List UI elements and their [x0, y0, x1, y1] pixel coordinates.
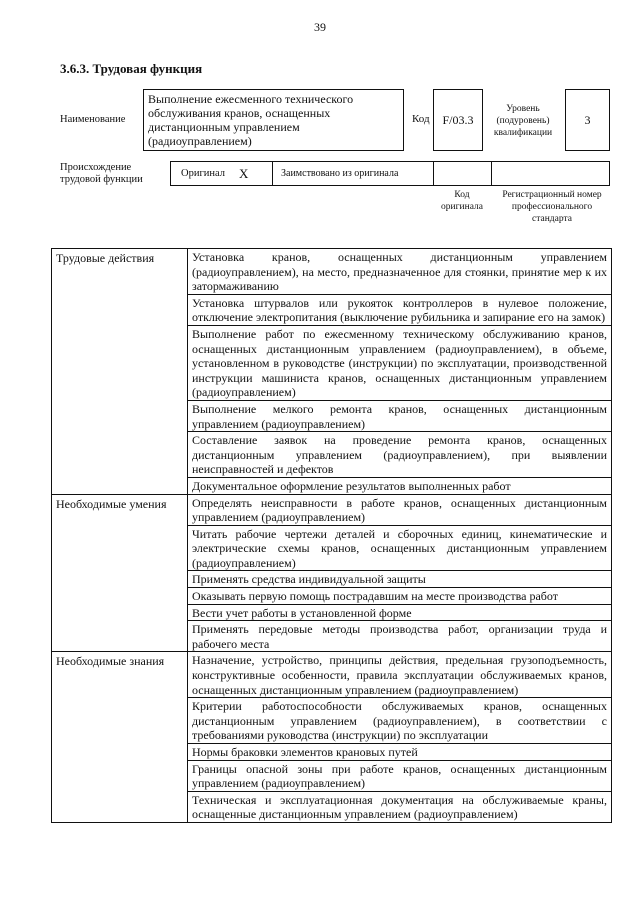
- item-cell: Критерии работоспособности обслуживаемых кранов, оснащенных дистанционным управлением (радиоуправлением), в соответствии с требованиями руководства (инструкции) по эксплуатации: [188, 698, 612, 744]
- item-cell: Вести учет работы в установленной форме: [188, 604, 612, 621]
- item-cell: Выполнение мелкого ремонта кранов, оснащенных дистанционным управлением (радиоуправлением): [188, 400, 612, 431]
- original-cell: [170, 161, 272, 186]
- item-cell: Оказывать первую помощь пострадавшим на месте производства работ: [188, 588, 612, 605]
- reg-number-cell: [491, 161, 610, 186]
- code-original-caption: Код оригинала: [441, 190, 483, 212]
- item-cell: Техническая и эксплуатационная документация на обслуживаемые краны, оснащенные дистанционным управлением (радиоуправлением): [188, 791, 612, 822]
- item-cell: Определять неисправности в работе кранов, оснащенных дистанционным управлением (радиоуправлением): [188, 494, 612, 525]
- page-number: 39: [314, 20, 326, 34]
- original-label: Оригинал: [181, 168, 225, 179]
- item-cell: Установка кранов, оснащенных дистанционным управлением (радиоуправлением), на место, предназначенное для стоянки, принятие мер к их затормаживанию: [188, 249, 612, 295]
- category-cell: Трудовые действия: [52, 249, 188, 495]
- item-cell: Составление заявок на проведение ремонта кранов, оснащенных дистанционным управлением (радиоуправлением), при выявлении неисправностей и дефектов: [188, 432, 612, 478]
- table-row: [52, 652, 612, 698]
- origin-label: Происхождение трудовой функции: [60, 162, 143, 185]
- item-cell: Назначение, устройство, принципы действия, предельная грузоподъемность, конструктивные особенности, правила эксплуатации обслуживаемых кранов, оснащенных дистанционным управлением (радиоуправлением): [188, 652, 612, 698]
- original-mark: X: [239, 165, 249, 181]
- reg-number-caption: Регистрационный номер профессионального стандарта: [502, 190, 602, 224]
- function-table: [51, 248, 612, 823]
- level-label: Уровень (подуровень) квалификации: [493, 104, 553, 138]
- code-label: Код: [412, 113, 430, 125]
- origin-row: [170, 161, 610, 186]
- item-cell: Документальное оформление результатов выполненных работ: [188, 477, 612, 494]
- level-value: 3: [584, 112, 591, 127]
- code-original-cell: [433, 161, 491, 186]
- table-row: [52, 494, 612, 525]
- section-title: 3.6.3. Трудовая функция: [60, 61, 203, 76]
- name-label: Наименование: [60, 114, 126, 125]
- table-row: [52, 249, 612, 295]
- code-value: F/03.3: [442, 112, 474, 127]
- borrowed-label: Заимствовано из оригинала: [281, 168, 399, 179]
- borrowed-cell: [272, 161, 433, 186]
- item-cell: Читать рабочие чертежи деталей и сборочных единиц, кинематические и электрические схемы кранов, оснащенных дистанционным управлением (радиоуправлением): [188, 525, 612, 571]
- code-box: [433, 89, 483, 151]
- category-cell: Необходимые знания: [52, 652, 188, 823]
- function-name-box: Выполнение ежесменного технического обслуживания кранов, оснащенных дистанционным управлением (радиоуправлением): [143, 89, 404, 151]
- item-cell: Применять передовые методы производства работ, организации труда и рабочего места: [188, 621, 612, 652]
- level-box: [565, 89, 610, 151]
- item-cell: Установка штурвалов или рукояток контроллеров в нулевое положение, отключение электропитания (выключение рубильника и запирание его на замок): [188, 294, 612, 325]
- item-cell: Границы опасной зоны при работе кранов, оснащенных дистанционным управлением (радиоуправлением): [188, 760, 612, 791]
- item-cell: Нормы браковки элементов крановых путей: [188, 744, 612, 761]
- item-cell: Применять средства индивидуальной защиты: [188, 571, 612, 588]
- category-cell: Необходимые умения: [52, 494, 188, 652]
- item-cell: Выполнение работ по ежесменному техническому обслуживанию кранов, оснащенных дистанционным управлением (радиоуправлением), в объеме, установленном в руководстве (инструкции) по эксплуатации, производственной инструкции машиниста кранов, оснащенных дистанционным управлением (радиоуправлением): [188, 325, 612, 400]
